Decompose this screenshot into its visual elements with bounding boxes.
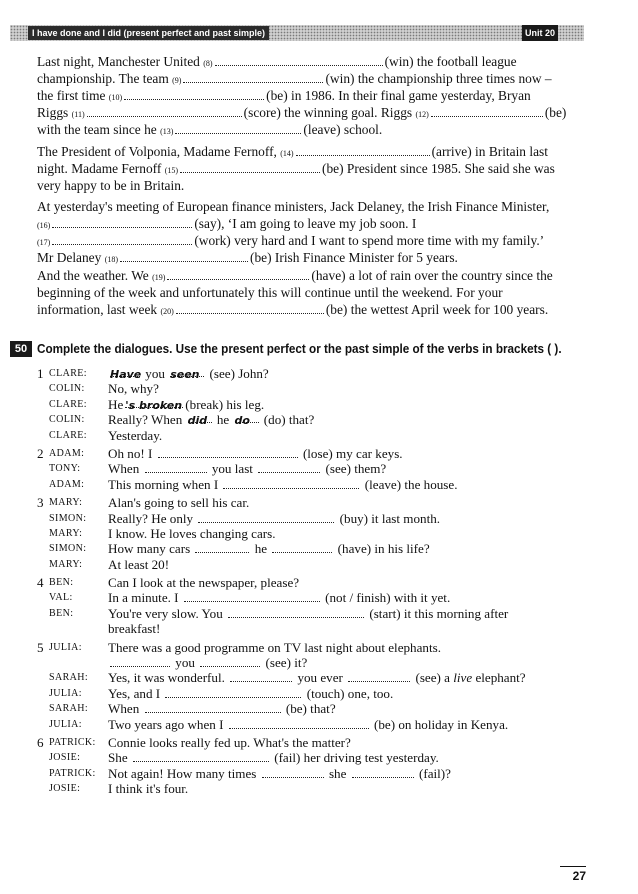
text-line: And the weather. We (19) (have) a lot of rain over the country since the: [37, 268, 553, 283]
answer-blank[interactable]: [262, 767, 324, 778]
text-line: championship. The team (9) (win) the championship three times now –: [37, 71, 552, 86]
answer-blank[interactable]: [198, 512, 334, 523]
handwritten-answer: do: [234, 414, 250, 428]
dialogue-number: 6: [37, 734, 44, 750]
answer-blank[interactable]: [165, 687, 301, 698]
header-title: I have done and I did (present perfect and past simple): [28, 26, 269, 40]
dialogue-line: PATRICK: Not again! How many times she (fail)?: [49, 765, 451, 781]
speaker: PATRICK:: [49, 736, 96, 748]
text-line: Mr Delaney (18) (be) Irish Finance Minister for 5 years.: [37, 250, 458, 265]
text-line: night. Madame Fernoff (15) (be) President since 1985. She said she was: [37, 161, 555, 176]
text-line: information, last week (20) (be) the wettest April week for 100 years.: [37, 302, 549, 317]
speaker: COLIN:: [49, 414, 85, 426]
answer-blank[interactable]: [175, 123, 301, 134]
text-line: beginning of the week and unfortunately this will continue until the weekend. For your: [37, 285, 503, 300]
answer-blank[interactable]: [215, 55, 383, 66]
answer-blank[interactable]: [183, 72, 323, 83]
paragraph-finance-minister: [37, 198, 577, 266]
speaker: ADAM:: [49, 447, 85, 459]
handwritten-answer: Have: [110, 368, 142, 381]
text-line: with the team since he (13) (leave) school.: [37, 122, 383, 137]
handwritten-answer: 's broken: [125, 398, 183, 412]
answer-blank[interactable]: [230, 671, 292, 682]
dialogue-line: TONY: When you last (see) them?: [49, 461, 387, 477]
speaker: SARAH:: [49, 703, 89, 715]
answer-blank[interactable]: [145, 702, 281, 713]
dialogue-line: COLIN: No, why?: [49, 381, 159, 397]
dialogue-number: 3: [37, 495, 44, 511]
speaker: JULIA:: [49, 641, 82, 653]
answer-blank[interactable]: [223, 478, 359, 489]
answer-blank[interactable]: [110, 656, 170, 667]
speaker: CLARE:: [49, 398, 87, 410]
dialogue-line: ADAM: This morning when I (leave) the house.: [49, 476, 458, 492]
answer-blank[interactable]: [170, 366, 204, 381]
answer-blank[interactable]: [110, 366, 142, 381]
unit-badge: Unit 20: [522, 25, 558, 41]
dialogue-line: you (see) it?: [0, 655, 638, 670]
answer-blank[interactable]: [180, 162, 320, 173]
speaker: MARY:: [49, 527, 83, 539]
dialogue-line: COLIN: Really? When did he do (do) that?: [49, 412, 315, 428]
answer-blank[interactable]: [124, 89, 264, 100]
speaker: CLARE:: [49, 429, 87, 441]
speaker: CLARE:: [49, 368, 87, 379]
answer-blank[interactable]: [272, 542, 332, 553]
dialogue-line: CLARE: Yesterday.: [49, 427, 163, 443]
answer-blank[interactable]: [125, 397, 183, 412]
handwritten-answer: seen: [170, 368, 200, 381]
speaker: JOSIE:: [49, 752, 81, 764]
dialogue-line: CLARE: He 's broken (break) his leg.: [49, 396, 265, 412]
exercise-number: 50: [10, 341, 32, 357]
answer-blank[interactable]: [145, 462, 207, 473]
speaker: SIMON:: [49, 543, 87, 555]
speaker: MARY:: [49, 497, 83, 509]
answer-blank[interactable]: [133, 751, 269, 762]
text-line: very happy to be in Britain.: [37, 178, 185, 193]
text-line: Last night, Manchester United (8) (win) the football league: [37, 54, 517, 69]
dialogue-number: 5: [37, 639, 44, 655]
answer-blank[interactable]: [296, 145, 430, 156]
dialogue-line: 1 CLARE: Have you seen (see) John?: [37, 366, 269, 381]
dialogue-line: 3 MARY: Alan's going to sell his car.: [37, 495, 250, 511]
speaker: BEN:: [49, 577, 74, 589]
answer-blank[interactable]: [352, 767, 414, 778]
speaker: PATRICK:: [49, 767, 96, 779]
text-line: the first time (10) (be) in 1986. In their final game yesterday, Bryan: [37, 88, 531, 103]
dialogue-line: SIMON: Really? He only (buy) it last month.: [49, 510, 441, 526]
speaker: JULIA:: [49, 718, 82, 730]
dialogue-line: SARAH: When (be) that?: [49, 701, 336, 717]
paragraph-president: [37, 143, 577, 194]
speaker: ADAM:: [49, 478, 85, 490]
dialogue-line: breakfast!: [108, 621, 161, 637]
dialogue-line: JULIA: Two years ago when I (be) on holiday in Kenya.: [49, 716, 509, 732]
dialogue-line: 2 ADAM: Oh no! I (lose) my car keys.: [37, 445, 403, 461]
answer-blank[interactable]: [187, 412, 212, 428]
dialogue-line: MARY: At least 20!: [49, 556, 170, 572]
answer-blank[interactable]: [120, 251, 248, 262]
dialogue-number: 2: [37, 445, 44, 461]
dialogue-line: JOSIE: She (fail) her driving test yesterday.: [49, 750, 439, 766]
dialogues: [0, 366, 638, 797]
answer-blank[interactable]: [167, 269, 309, 280]
dialogue-line: BEN: You're very slow. You (start) it this morning after: [49, 605, 509, 621]
answer-blank[interactable]: [87, 106, 242, 117]
speaker: MARY:: [49, 558, 83, 570]
dialogue-line: JOSIE: I think it's four.: [49, 781, 189, 797]
answer-blank[interactable]: [176, 303, 324, 314]
speaker: TONY:: [49, 463, 81, 475]
answer-blank[interactable]: [348, 671, 410, 682]
speaker: JULIA:: [49, 687, 82, 699]
answer-blank[interactable]: [258, 462, 320, 473]
text-line: (16) (say), ‘I am going to leave my job soon. I: [37, 216, 417, 231]
answer-blank[interactable]: [158, 447, 298, 458]
speaker: JOSIE:: [49, 783, 81, 795]
speaker: COLIN:: [49, 383, 85, 395]
speaker: VAL:: [49, 592, 73, 604]
speaker: SIMON:: [49, 512, 87, 524]
answer-blank[interactable]: [52, 234, 192, 245]
dialogue-line: SIMON: How many cars he (have) in his life?: [49, 541, 430, 557]
answer-blank[interactable]: [200, 656, 260, 667]
dialogue-line: MARY: I know. He loves changing cars.: [49, 525, 276, 541]
dialogue-line: 5 JULIA: There was a good programme on TV last night about elephants.: [37, 639, 441, 655]
handwritten-answer: did: [187, 414, 208, 428]
paragraph-weather: [37, 267, 577, 318]
text-line: The President of Volponia, Madame Fernoff, (14) (arrive) in Britain last: [37, 144, 548, 159]
dialogue-line: 6 PATRICK: Connie looks really fed up. What's the matter?: [37, 734, 351, 750]
speaker: SARAH:: [49, 672, 89, 684]
answer-blank[interactable]: [234, 412, 259, 428]
page-number: 27: [560, 866, 586, 883]
paragraph-football: [37, 53, 577, 138]
dialogue-line: VAL: In a minute. I (not / finish) with it yet.: [49, 590, 451, 606]
dialogue-line: 4 BEN: Can I look at the newspaper, please?: [37, 575, 300, 591]
answer-blank[interactable]: [228, 607, 364, 618]
speaker: BEN:: [49, 607, 74, 619]
answer-blank[interactable]: [229, 718, 369, 729]
text-line: At yesterday's meeting of European finance ministers, Jack Delaney, the Irish Finance Minister,: [37, 199, 550, 214]
answer-blank[interactable]: [184, 591, 320, 602]
text-line: Riggs (11) (score) the winning goal. Riggs (12) (be): [37, 105, 567, 120]
text-line: (17) (work) very hard and I want to spend more time with my family.’: [37, 233, 545, 248]
dialogue-line: SARAH: Yes, it was wonderful. you ever (see) a live elephant?: [49, 670, 526, 686]
dialogue-number: 1: [37, 366, 44, 381]
dialogue-number: 4: [37, 575, 44, 591]
answer-blank[interactable]: [52, 217, 192, 228]
exercise-instruction: Complete the dialogues. Use the present perfect or the past simple of the verbs in brackets ( ).: [37, 342, 562, 356]
answer-blank[interactable]: [431, 106, 543, 117]
dialogue-line: JULIA: Yes, and I (touch) one, too.: [49, 685, 394, 701]
answer-blank[interactable]: [195, 542, 249, 553]
